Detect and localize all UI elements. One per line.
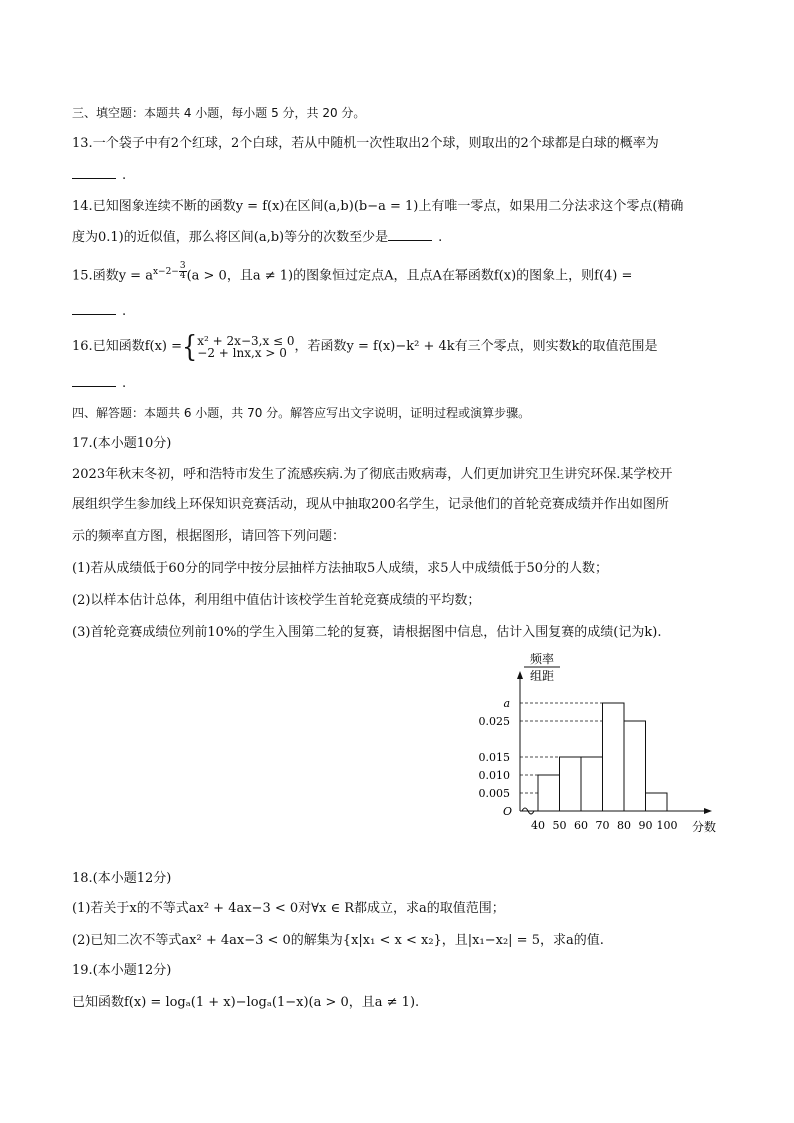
section-3-header: 三、填空题：本题共 4 小题，每小题 5 分，共 20 分。 (72, 106, 366, 120)
q14-blank[interactable] (388, 228, 432, 241)
q13-number: 13. (72, 136, 93, 151)
origin-label: O (502, 805, 512, 818)
q13-text: 一个袋子中有2个红球，2个白球，若从中随机一次性取出2个球，则取出的2个球都是白球的概率为 (92, 136, 659, 151)
question-14-line1 (72, 198, 722, 216)
q14-line2: 度为0.1)的近似值，那么将区间(a,b)等分的次数至少是 (72, 230, 389, 245)
histogram-bar (538, 775, 560, 811)
x-tick-label: 80 (617, 819, 631, 832)
q17-para2: 展组织学生参加线上环保知识竞赛活动，现从中抽取200名学生，记录他们的首轮竞赛成绩并作出如图所 (72, 497, 669, 512)
histogram-bar (581, 757, 603, 811)
q19-text: 已知函数f(x) = logₐ(1 + x)−logₐ(1−x)(a > 0，且a ≠ 1). (72, 995, 420, 1010)
section-4-header: 四、解答题：本题共 6 小题，共 70 分。解答应写出文字说明，证明过程或演算步骤。 (72, 406, 531, 420)
q17-title: 17.(本小题10分) (72, 436, 172, 451)
y-label-numerator: 频率 (529, 652, 555, 666)
histogram-bar (560, 757, 582, 811)
q15-pre: 函数y = a (92, 268, 153, 284)
question-13 (72, 135, 722, 153)
question-14-line2 (72, 228, 722, 247)
q15-exponent (152, 261, 187, 281)
q16-piece2: −2 + lnx,x > 0 (197, 345, 287, 360)
q15-end: . (122, 304, 127, 319)
q17-sub3: (3)首轮竞赛成绩位列前10%的学生入围第二轮的复赛，请根据图中信息，估计入围复赛的成绩(记为k). (72, 625, 662, 640)
q19-title: 19.(本小题12分) (72, 963, 172, 978)
question-15 (72, 262, 722, 285)
y-tick-label: 0.015 (478, 751, 510, 764)
q18-sub2: (2)已知二次不等式ax² + 4ax−3 < 0的解集为{x|x₁ < x < x₂}，且|x₁−x₂| = 5，求a的值. (72, 933, 604, 948)
q15-post: (a > 0，且a ≠ 1)的图象恒过定点A，且点A在幂函数f(x)的图象上，则f(4) = (186, 268, 633, 284)
x-axis-label: 分数 (691, 820, 717, 834)
q16-number: 16. (72, 339, 93, 354)
q16-pre: 已知函数f(x) = (92, 339, 182, 354)
histogram-bar (624, 721, 646, 811)
q16-post: ，若函数y = f(x)−k² + 4k有三个零点，则实数k的取值范围是 (294, 339, 658, 354)
x-tick-label: 40 (531, 819, 545, 832)
q14-end: . (438, 230, 443, 245)
q13-end: . (122, 168, 127, 183)
q17-para1: 2023年秋末冬初，呼和浩特市发生了流感疾病.为了彻底击败病毒，人们更加讲究卫生讲究环保.某学校开 (72, 467, 673, 482)
frequency-histogram (460, 645, 740, 845)
x-tick-label: 70 (595, 819, 610, 832)
y-label-denominator: 组距 (529, 669, 555, 683)
y-tick-label: 0.005 (478, 787, 510, 800)
q15-frac-num: 3 (179, 261, 186, 271)
x-tick-label: 100 (656, 819, 678, 832)
q15-blank[interactable] (72, 302, 116, 315)
q15-frac-den: 4 (179, 271, 186, 281)
q16-end: . (122, 376, 127, 391)
q18-sub1: (1)若关于x的不等式ax² + 4ax−3 < 0对∀x ∈ R都成立，求a的取值范围； (72, 901, 505, 916)
q16-piece1: x² + 2x−3,x ≤ 0 (197, 333, 295, 348)
x-tick-label: 60 (574, 819, 588, 832)
x-tick-label: 90 (638, 819, 653, 832)
y-tick-label: 0.010 (478, 769, 510, 782)
q14-line1: 已知图象连续不断的函数y = f(x)在区间(a,b)(b−a = 1)上有唯一零点，如果用二分法求这个零点(精确 (92, 199, 684, 214)
q17-sub1: (1)若从成绩低于60分的同学中按分层抽样方法抽取5人成绩，求5人中成绩低于50分的人数； (72, 561, 609, 576)
y-tick-label: a (503, 697, 510, 710)
histogram-bar (646, 793, 668, 811)
histogram-bar (603, 703, 625, 811)
q15-fraction (179, 262, 187, 281)
x-axis-arrow (704, 808, 712, 814)
q17-sub2: (2)以样本估计总体，利用组中值估计该校学生首轮竞赛成绩的平均数； (72, 593, 481, 608)
y-axis-arrow (517, 671, 523, 679)
q13-answer-line (72, 166, 722, 185)
y-tick-label: 0.025 (478, 715, 510, 728)
q18-title: 18.(本小题12分) (72, 871, 172, 886)
q17-para3: 示的频率直方图，根据图形，请回答下列问题： (72, 529, 346, 544)
q15-number: 15. (72, 268, 93, 284)
q15-exp-pre: x−2 (152, 267, 172, 277)
x-tick-label: 50 (552, 819, 567, 832)
q14-number: 14. (72, 199, 93, 214)
q15-answer-line (72, 302, 722, 321)
q16-pieces (197, 335, 294, 359)
question-16 (72, 329, 722, 364)
q16-answer-line (72, 374, 722, 393)
q13-blank[interactable] (72, 166, 116, 179)
q15-exp-minus: − (171, 267, 179, 277)
q16-blank[interactable] (72, 374, 116, 387)
q16-brace: { (182, 329, 198, 364)
